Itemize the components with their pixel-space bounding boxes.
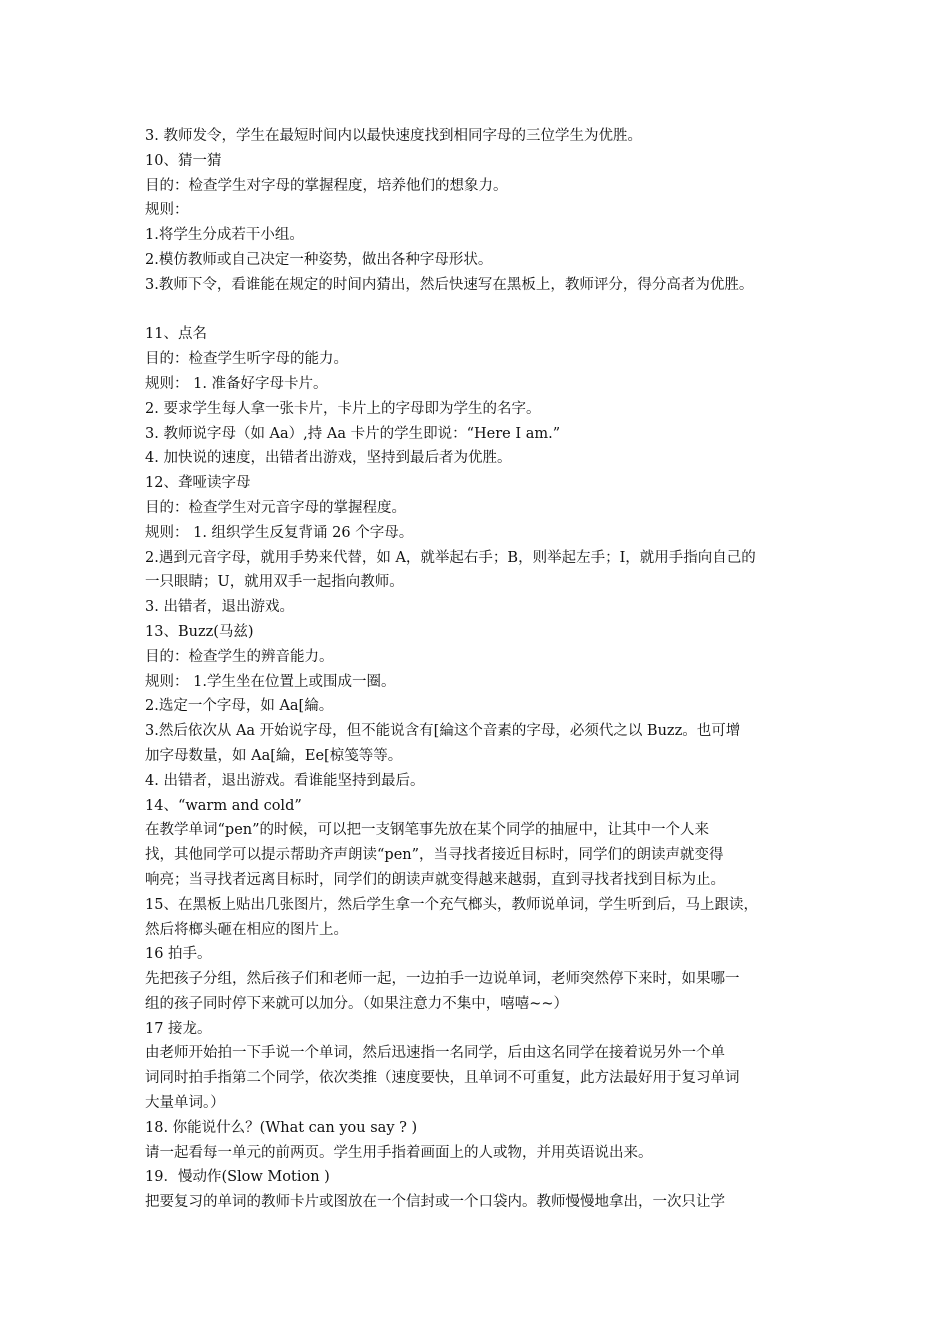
text-line: 2.选定一个字母，如 Aa[綸。: [145, 698, 334, 715]
text-line: 规则：: [145, 202, 189, 219]
text-line: 13、Buzz(马兹): [145, 623, 254, 640]
text-line: 目的：检查学生对元音字母的掌握程度。: [145, 499, 406, 516]
text-line: 然后将榔头砸在相应的图片上。: [145, 921, 348, 938]
text-line: 规则： 1. 组织学生反复背诵 26 个字母。: [145, 524, 414, 541]
text-line: 由老师开始拍一下手说一个单词，然后迅速指一名同学，后由这名同学在接着说另外一个单: [145, 1045, 725, 1062]
text-line: 词同时拍手指第二个同学，依次类推（速度要快，且单词不可重复，此方法最好用于复习单词: [145, 1070, 740, 1087]
text-line: 把要复习的单词的教师卡片或图放在一个信封或一个口袋内。教师慢慢地拿出，一次只让学: [145, 1194, 725, 1211]
text-line: 一只眼睛；U，就用双手一起指向教师。: [145, 574, 404, 591]
text-line: 16 拍手。: [145, 946, 212, 963]
text-line: 3.教师下令，看谁能在规定的时间内猜出，然后快速写在黑板上，教师评分，得分高者为优胜。: [145, 276, 754, 293]
text-line: 17 接龙。: [145, 1020, 212, 1037]
text-line: 12、聋哑读字母: [145, 475, 251, 492]
text-line: 10、猜一猜: [145, 152, 222, 169]
text-line: 2.遇到元音字母，就用手势来代替，如 A，就举起右手；B，则举起左手；I，就用手指向自己的: [145, 549, 756, 566]
text-line: 4. 加快说的速度，出错者出游戏，坚持到最后者为优胜。: [145, 450, 512, 467]
text-line: 目的：检查学生听字母的能力。: [145, 351, 348, 368]
text-line: 组的孩子同时停下来就可以加分。（如果注意力不集中，嘻嘻~~）: [145, 995, 569, 1012]
text-line: 14、“warm and cold”: [145, 797, 302, 814]
text-line: 先把孩子分组，然后孩子们和老师一起，一边拍手一边说单词，老师突然停下来时，如果哪一: [145, 971, 740, 988]
text-line: 2. 要求学生每人拿一张卡片，卡片上的字母即为学生的名字。: [145, 400, 541, 417]
blank-line: [145, 298, 815, 323]
document-page: [145, 124, 815, 1215]
text-line: 请一起看每一单元的前两页。学生用手指着画面上的人或物，并用英语说出来。: [145, 1144, 653, 1161]
text-line: 15、在黑板上贴出几张图片，然后学生拿一个充气榔头，教师说单词，学生听到后，马上跟读，: [145, 896, 758, 913]
text-line: 规则： 1. 准备好字母卡片。: [145, 375, 328, 392]
text-line: 2.模仿教师或自己决定一种姿势，做出各种字母形状。: [145, 251, 493, 268]
text-line: 在教学单词“pen”的时候，可以把一支钢笔事先放在某个同学的抽屉中，让其中一个人来: [145, 822, 710, 839]
text-line: 找，其他同学可以提示帮助齐声朗读“pen”，当寻找者接近目标时，同学们的朗读声就变得: [145, 847, 724, 864]
text-line: 3. 教师发令，学生在最短时间内以最快速度找到相同字母的三位学生为优胜。: [145, 128, 642, 144]
text-line: 规则： 1.学生坐在位置上或围成一圈。: [145, 673, 396, 690]
text-line: 3. 出错者，退出游戏。: [145, 599, 294, 616]
text-line: 大量单词。）: [145, 1095, 225, 1112]
text-line: 响亮；当寻找者远离目标时，同学们的朗读声就变得越来越弱，直到寻找者找到目标为止。: [145, 871, 725, 888]
text-line: 18. 你能说什么？(What can you say ? ): [145, 1119, 418, 1136]
text-line: 11、点名: [145, 326, 207, 343]
text-line: 目的：检查学生的辨音能力。: [145, 648, 334, 665]
text-line: 3. 教师说字母（如 Aa）,持 Aa 卡片的学生即说：“Here I am.”: [145, 425, 561, 442]
text-line: 加字母数量，如 Aa[綸，Ee[椋笺等等。: [145, 747, 403, 764]
text-line: 目的：检查学生对字母的掌握程度，培养他们的想象力。: [145, 177, 508, 194]
text-line: 1.将学生分成若干小组。: [145, 227, 304, 244]
text-line: 4. 出错者，退出游戏。看谁能坚持到最后。: [145, 772, 425, 789]
text-line: 3.然后依次从 Aa 开始说字母，但不能说含有[綸这个音素的字母，必须代之以 Buzz。也可增: [145, 723, 741, 740]
text-line: 19．慢动作(Slow Motion ): [145, 1169, 330, 1186]
